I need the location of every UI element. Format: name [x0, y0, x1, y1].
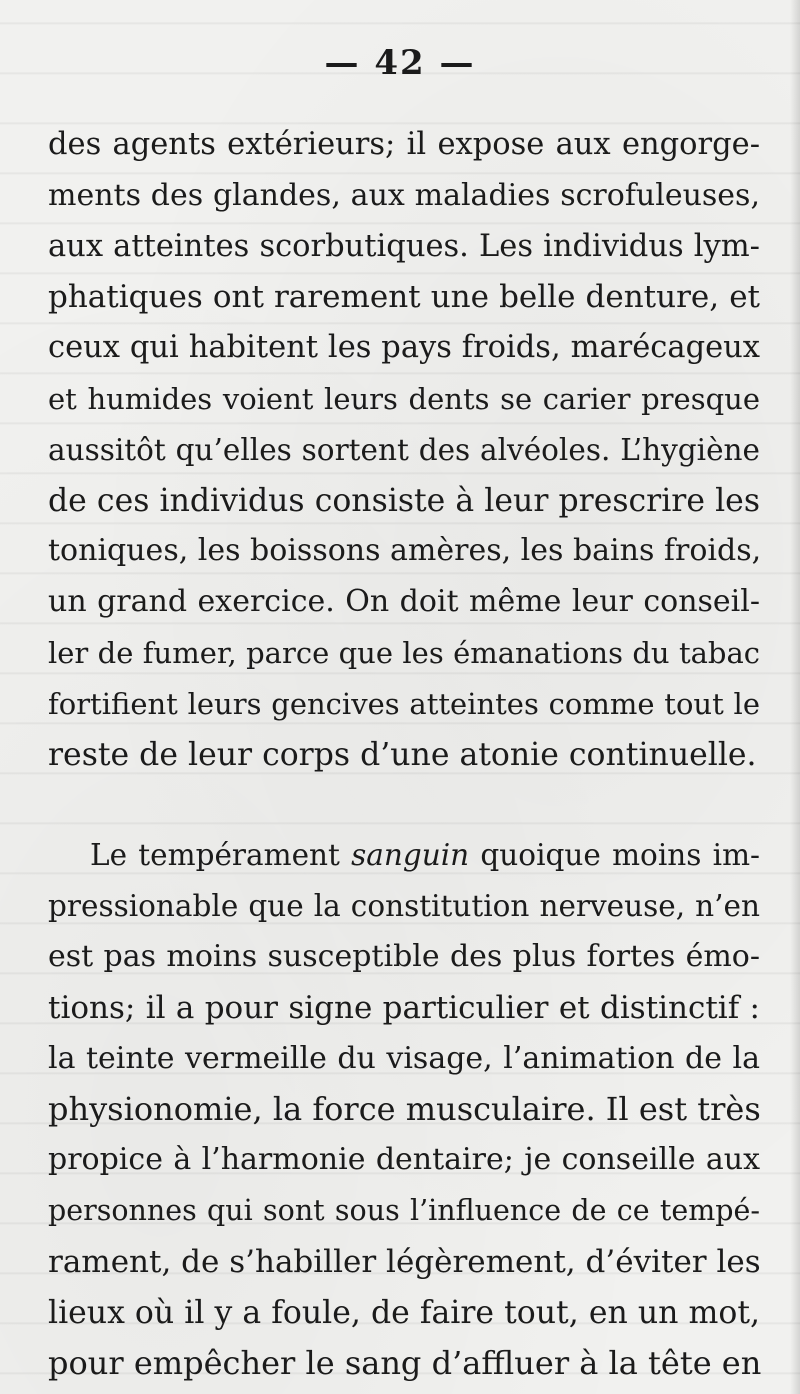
text-line: un grand exercice. On doit même leur conseil-	[48, 584, 760, 620]
text-line: des agents extérieurs; il expose aux engorge-	[48, 127, 760, 162]
text-line: pour empêcher le sang d’affluer à la tête en	[48, 1344, 762, 1383]
text-line: la teinte vermeille du visage, l’animation de la	[48, 1040, 760, 1076]
text-line: physionomie, la force musculaire. Il est très	[48, 1090, 761, 1129]
text-line: propice à l’harmonie dentaire; je conseille aux	[48, 1142, 760, 1178]
text-line: ceux qui habitent les pays froids, marécageux	[48, 330, 760, 366]
text-line: reste de leur corps d’une atonie continuelle.	[48, 736, 757, 773]
paragraph-lymphatic	[48, 120, 760, 780]
text-segment: Le tempérament	[90, 838, 352, 873]
text-line: toniques, les boissons amères, les bains froids,	[48, 533, 762, 569]
page-number: — 42 —	[324, 43, 476, 83]
text-line: aux atteintes scorbutiques. Les individus lym-	[48, 228, 760, 264]
text-line: fortifient leurs gencives atteintes comme tout le	[48, 686, 760, 721]
text-line: tions; il a pour signe particulier et distinctif :	[48, 989, 760, 1026]
text-segment: quoique moins im-	[469, 838, 761, 873]
text-line: rament, de s’habiller légèrement, d’éviter les	[48, 1243, 761, 1280]
text-line: de ces individus consiste à leur prescrire les	[48, 482, 760, 519]
text-line: pressionable que la constitution nerveuse, n’en	[48, 889, 760, 924]
paragraph-sanguine	[48, 830, 760, 1389]
page-edge-shadow	[790, 0, 800, 1394]
text-line: ments des glandes, aux maladies scrofuleuses,	[48, 177, 760, 213]
text-line: aussitôt qu’elles sortent des alvéoles. L’hygiène	[48, 432, 760, 467]
text-line: et humides voient leurs dents se carier presque	[48, 381, 760, 416]
text-line: personnes qui sont sous l’influence de ce tempé-	[48, 1193, 760, 1227]
text-line	[48, 830, 760, 881]
text-line: ler de fumer, parce que les émanations du tabac	[48, 635, 760, 670]
text-line: phatiques ont rarement une belle denture, et	[48, 279, 760, 316]
body-text	[48, 120, 760, 1389]
text-line: lieux où il y a foule, de faire tout, en un mot,	[48, 1294, 760, 1331]
text-line: est pas moins susceptible des plus fortes émo-	[48, 938, 760, 974]
italic-term: sanguin	[351, 838, 470, 873]
